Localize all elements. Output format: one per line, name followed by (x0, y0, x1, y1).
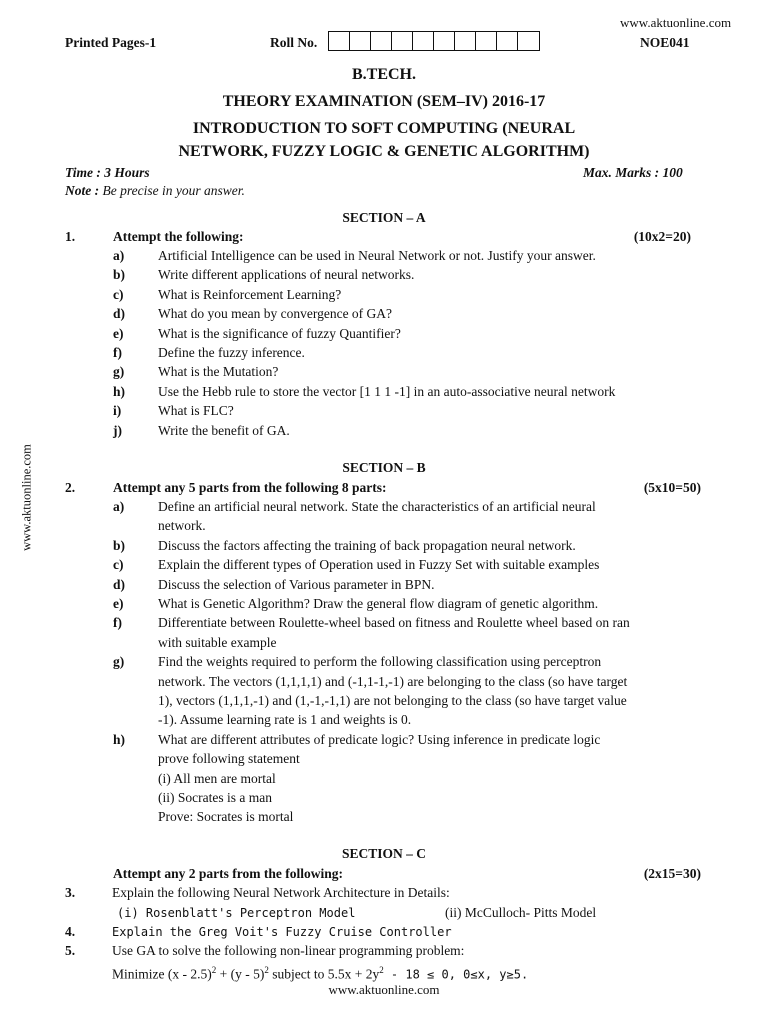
note (65, 183, 245, 199)
item-text: Write different applications of neural networks. (158, 267, 415, 283)
list-item (65, 402, 705, 420)
list-item (65, 653, 705, 671)
item-text: prove following statement (158, 751, 300, 767)
question-marks: (2x15=30) (643, 866, 701, 881)
item-label: g) (113, 654, 125, 670)
formula-part: + (y - 5) (216, 966, 265, 982)
roll-digit-box[interactable] (413, 32, 434, 50)
formula-part: subject to 5.5x + 2y (268, 966, 380, 982)
item-label: g) (113, 364, 125, 380)
question-5-formula (65, 961, 705, 982)
item-text: What is FLC? (158, 403, 234, 419)
item-label: d) (113, 576, 126, 592)
question-number: 4. (65, 924, 76, 939)
roll-digit-box[interactable] (497, 32, 518, 50)
list-item-continuation (65, 711, 705, 729)
question-text: Explain the following Neural Network Architecture in Details: (112, 885, 450, 900)
superscript: 2 (211, 965, 217, 975)
list-item-continuation (65, 750, 705, 768)
note-text: Be precise in your answer. (102, 183, 245, 198)
item-text: Write the benefit of GA. (158, 422, 290, 438)
list-item (65, 383, 705, 401)
roll-digit-box[interactable] (476, 32, 497, 50)
roll-number-boxes[interactable] (328, 31, 540, 51)
item-label: c) (113, 286, 124, 302)
superscript: 2 (264, 965, 269, 975)
item-text: network. The vectors (1,1,1,1) and (-1,1-1,-1) are belonging to the class (so have target (158, 673, 628, 689)
roll-digit-box[interactable] (371, 32, 392, 50)
question-number: 2. (65, 480, 76, 495)
section-c-question (65, 865, 705, 883)
subject-title-line2: NETWORK, FUZZY LOGIC & GENETIC ALGORITHM) (178, 143, 590, 160)
item-label: h) (113, 731, 126, 747)
list-item-continuation (65, 517, 705, 535)
formula (112, 961, 528, 984)
item-text: Explain the different types of Operation used in Fuzzy Set with suitable examples (158, 557, 600, 573)
option-2: (ii) McCulloch- Pitts Model (445, 905, 597, 920)
item-text: (i) All men are mortal (158, 770, 276, 786)
roll-digit-box[interactable] (350, 32, 371, 50)
question-title: Attempt any 2 parts from the following: (113, 866, 343, 881)
printed-pages: Printed Pages-1 (65, 35, 157, 50)
list-item (65, 344, 705, 362)
item-label: b) (113, 267, 126, 283)
superscript: 2 (379, 965, 384, 975)
roll-digit-box[interactable] (434, 32, 455, 50)
roll-digit-box[interactable] (518, 32, 539, 50)
item-text: (ii) Socrates is a man (158, 790, 272, 805)
item-label: c) (113, 557, 124, 573)
exam-title: THEORY EXAMINATION (SEM–IV) 2016-17 (222, 93, 546, 110)
item-text: Differentiate between Roulette-wheel based on fitness and Roulette wheel based on ran (158, 615, 630, 631)
roll-label: Roll No. (270, 35, 318, 50)
item-label: f) (113, 615, 122, 631)
website-bottom: www.aktuonline.com (328, 982, 440, 997)
list-item (65, 731, 705, 749)
item-text: Define an artificial neural network. State the characteristics of an artificial neural (158, 499, 596, 514)
item-text: network. (158, 518, 206, 534)
list-item (65, 247, 705, 265)
list-item (65, 556, 705, 574)
item-text: Use the Hebb rule to store the vector [1 1 1 -1] in an auto-associative neural network (158, 383, 616, 399)
item-text: What is the Mutation? (158, 364, 279, 380)
item-label: f) (113, 345, 122, 360)
list-item (65, 325, 705, 343)
item-text: 1), vectors (1,1,1,-1) and (1,-1,-1,1) are not belonging to the class (so have target value (158, 693, 627, 708)
list-item (65, 266, 705, 284)
roll-digit-box[interactable] (329, 32, 350, 50)
section-c-heading: SECTION – C (341, 846, 427, 861)
question-title: Attempt the following: (113, 229, 244, 244)
question-text: Explain the Greg Voit's Fuzzy Cruise Controller (112, 925, 452, 939)
list-item (65, 286, 705, 304)
list-item-continuation (65, 634, 705, 652)
list-item-continuation (65, 673, 705, 691)
website-top: www.aktuonline.com (620, 15, 732, 30)
formula-part: Minimize (x - 2.5) (112, 966, 212, 982)
item-text: Prove: Socrates is mortal (158, 809, 294, 825)
degree-title: B.TECH. (351, 66, 416, 83)
item-label: a) (113, 248, 125, 263)
list-item (65, 363, 705, 381)
subject-title-line1: INTRODUCTION TO SOFT COMPUTING (NEURAL (192, 120, 576, 137)
item-text: What is the significance of fuzzy Quantifier? (158, 325, 401, 341)
item-text: What are different attributes of predicate logic? Using inference in predicate logic (158, 731, 601, 747)
roll-digit-box[interactable] (392, 32, 413, 50)
list-item (65, 422, 705, 440)
item-text: with suitable example (158, 634, 277, 650)
question-3 (65, 884, 705, 902)
formula-part: - 18 ≤ 0, 0≤x, y≥5. (383, 967, 529, 982)
item-text: Artificial Intelligence can be used in Neural Network or not. Justify your answer. (158, 248, 596, 263)
question-title: Attempt any 5 parts from the following 8 parts: (113, 480, 387, 495)
item-label: d) (113, 306, 126, 322)
question-text: Use GA to solve the following non-linear programming problem: (112, 943, 465, 958)
question-marks: (5x10=50) (643, 480, 701, 495)
list-item (65, 576, 705, 594)
paper-code: NOE041 (640, 35, 690, 50)
item-label: h) (113, 383, 126, 399)
list-item (65, 305, 705, 323)
list-item-continuation (65, 692, 705, 710)
question-number: 3. (65, 885, 76, 900)
section-b-heading: SECTION – B (342, 460, 426, 475)
item-label: a) (113, 499, 125, 514)
question-5 (65, 942, 705, 960)
max-marks: Max. Marks : 100 (583, 165, 683, 180)
list-item (65, 595, 705, 613)
item-text: -1). Assume learning rate is 1 and weights is 0. (158, 712, 412, 728)
item-text: What is Reinforcement Learning? (158, 286, 342, 302)
item-label: b) (113, 537, 126, 553)
list-item (65, 614, 705, 632)
question-4 (65, 923, 705, 941)
item-text: Discuss the factors affecting the training of back propagation neural network. (158, 537, 576, 553)
list-item (65, 537, 705, 555)
item-text: What is Genetic Algorithm? Draw the general flow diagram of genetic algorithm. (158, 596, 599, 611)
item-label: e) (113, 596, 124, 611)
list-item-continuation (65, 770, 705, 788)
time-allowed: Time : 3 Hours (65, 165, 150, 180)
section-b-question (65, 479, 705, 497)
item-text: Find the weights required to perform the following classification using perceptron (158, 654, 602, 670)
question-number: 5. (65, 943, 76, 958)
website-side: www.aktuonline.com (19, 444, 34, 551)
question-marks: (10x2=20) (633, 229, 691, 244)
item-label: i) (113, 403, 122, 419)
list-item-continuation (65, 789, 705, 807)
item-label: j) (113, 422, 122, 438)
list-item-continuation (65, 808, 705, 826)
item-text: Discuss the selection of Various parameter in BPN. (158, 576, 435, 592)
roll-digit-box[interactable] (455, 32, 476, 50)
section-a-question (65, 228, 705, 246)
question-number: 1. (65, 229, 76, 244)
list-item (65, 498, 705, 516)
note-label: Note : (65, 183, 100, 198)
section-a-heading: SECTION – A (342, 210, 426, 225)
option-1: (i) Rosenblatt's Perceptron Model (117, 906, 356, 920)
item-label: e) (113, 325, 124, 341)
item-text: What do you mean by convergence of GA? (158, 306, 393, 322)
item-text: Define the fuzzy inference. (158, 345, 305, 360)
question-3-options (65, 904, 705, 922)
